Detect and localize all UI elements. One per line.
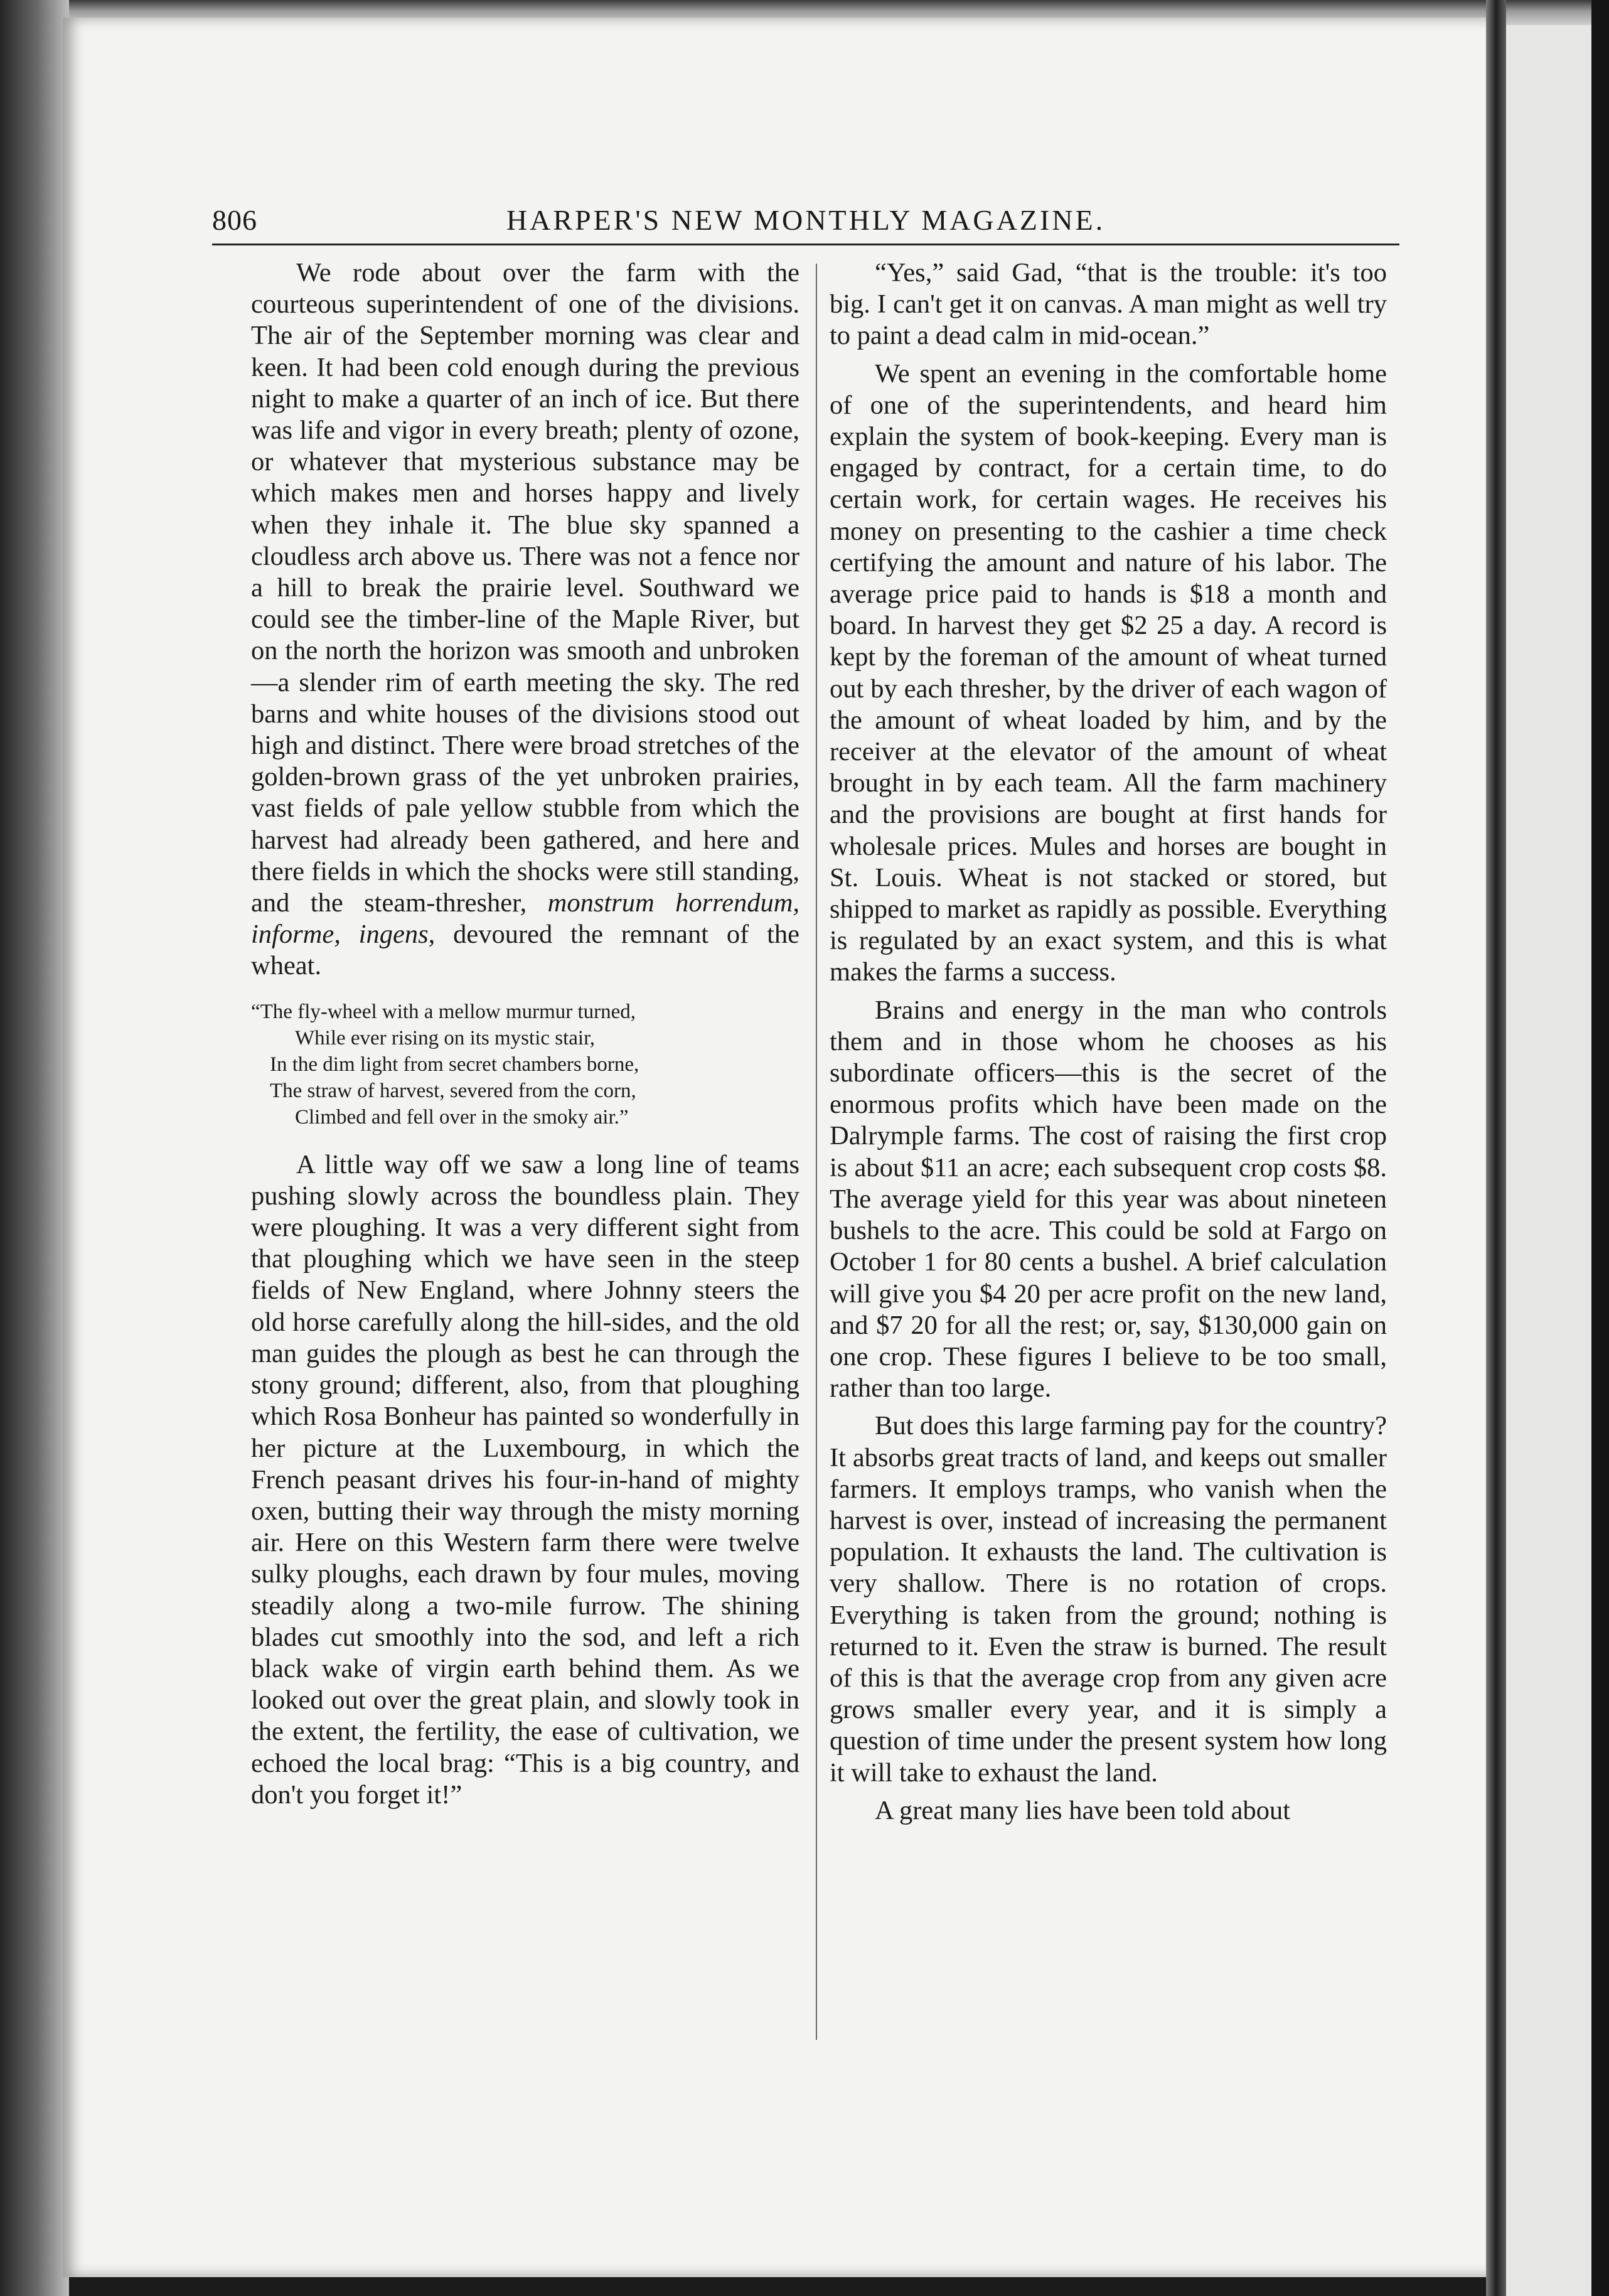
verse-line: “The fly-wheel with a mellow murmur turned,	[251, 1000, 636, 1023]
verse-line: In the dim light from secret chambers borne,	[270, 1053, 639, 1076]
running-title: HARPER'S NEW MONTHLY MAGAZINE.	[506, 204, 1106, 236]
left-column	[251, 257, 799, 1811]
paragraph	[251, 257, 799, 982]
scan-edge-right	[1591, 0, 1609, 2296]
paragraph: A great many lies have been told about	[875, 1795, 1291, 1825]
text-run: devoured the remnant of the wheat.	[251, 920, 799, 981]
verse-line: The straw of harvest, severed from the corn,	[270, 1079, 636, 1102]
book-gutter	[1486, 0, 1506, 2296]
right-column	[830, 257, 1387, 1827]
paragraph: A little way off we saw a long line of teams pushing slowly across the boundless plain. They were ploughing. It was a very different sight from that ploughing which we have seen in the steep fields of New England, where Johnny steers the old horse carefully along the hill-sides, and the old man guides the plough as best he can through the stony ground; different, also, from that ploughing which Rosa Bonheur has painted so wonderfully in her picture at the Luxembourg, in which the French peasant drives his four-in-hand of mighty oxen, butting their way through the misty morning air. Here on this Western farm there were twelve sulky ploughs, each drawn by four mules, moving steadily along a two-mile furrow. The shining blades cut smoothly into the sod, and left a rich black wake of virgin earth behind them. As we looked out over the great plain, and slowly took in the extent, the fertility, the ease of cultivation, we echoed the local brag: “This is a big country, and don't you forget it!”	[251, 1149, 799, 1810]
column-rule	[816, 264, 817, 2040]
text-run: We rode about over the farm with the courteous superintendent of one of the divisions. The air of the September morning was clear and keen. It had been cold enough during the previous night to make a quarter of an inch of ice. But there was life and vigor in every breath; plenty of ozone, or whatever that mysterious substance may be which makes men and horses happy and lively when they inhale it. The blue sky spanned a cloudless arch above us. There was not a fence nor a hill to break the prairie level. Southward we could see the timber-line of the Maple River, but on the north the horizon was smooth and unbroken—a slender rim of earth meeting the sky. The red barns and white houses of the divisions stood out high and distinct. There were broad stretches of the golden-brown grass of the yet unbroken prairies, vast fields of pale yellow stubble from which the harvest had already been gathered, and here and there fields in which the shocks were still standing, and the steam-thresher,	[251, 258, 799, 918]
page-header	[212, 200, 1399, 245]
paragraph: But does this large farming pay for the country? It absorbs great tracts of land, and keeps out smaller farmers. It employs tramps, who vanish when the harvest is over, instead of increasing the permanent population. It exhausts the land. The cultivation is very shallow. There is no rotation of crops. Everything is taken from the ground; nothing is returned to it. Even the straw is burned. The result of this is that the average crop from any given acre grows smaller every year, and it is simply a question of time under the present system how long it will take to exhaust the land.	[830, 1411, 1387, 1788]
latin-quote: monstrum horrendum, informe, ingens,	[251, 888, 800, 950]
verse-line: While ever rising on its mystic stair,	[295, 1026, 596, 1049]
paragraph: We spent an evening in the comfortable home of one of the superintendents, and heard him explain the system of book-keeping. Every man is engaged by contract, for a certain time, to do certain work, for certain wages. He receives his money on presenting to the cashier a time check certifying the amount and nature of his labor. The average price paid to hands is $18 a month and board. In harvest they get $2 25 a day. A record is kept by the foreman of the amount of wheat turned out by each thresher, by the driver of each wagon of the amount of wheat loaded by him, and by the receiver at the elevator of the amount of wheat brought in by each team. All the farm machinery and the provisions are bought at first hands for wholesale prices. Mules and horses are bought in St. Louis. Wheat is not stacked or stored, but shipped to market as rapidly as possible. Everything is regulated by an exact system, and this is what makes the farms a success.	[830, 358, 1387, 987]
paragraph: Brains and energy in the man who controls them and in those whom he chooses as his subordinate officers—this is the secret of the enormous profits which have been made on the Dalrymple farms. The cost of raising the first crop is about $11 an acre; each subsequent crop costs $8. The average yield for this year was about nineteen bushels to the acre. This could be sold at Fargo on October 1 for 80 cents a bushel. A brief calculation will give you $4 20 per acre profit on the new land, and $7 20 for all the rest; or, say, $130,000 gain on one crop. These figures I believe to be too small, rather than too large.	[830, 995, 1387, 1403]
paragraph: “Yes,” said Gad, “that is the trouble: it's too big. I can't get it on canvas. A man might as well try to paint a dead calm in mid-ocean.”	[830, 258, 1387, 351]
verse-quotation	[251, 999, 799, 1130]
verse-line: Climbed and fell over in the smoky air.”	[295, 1105, 629, 1129]
scan-edge-left	[0, 0, 69, 2296]
page-number: 806	[212, 204, 257, 236]
